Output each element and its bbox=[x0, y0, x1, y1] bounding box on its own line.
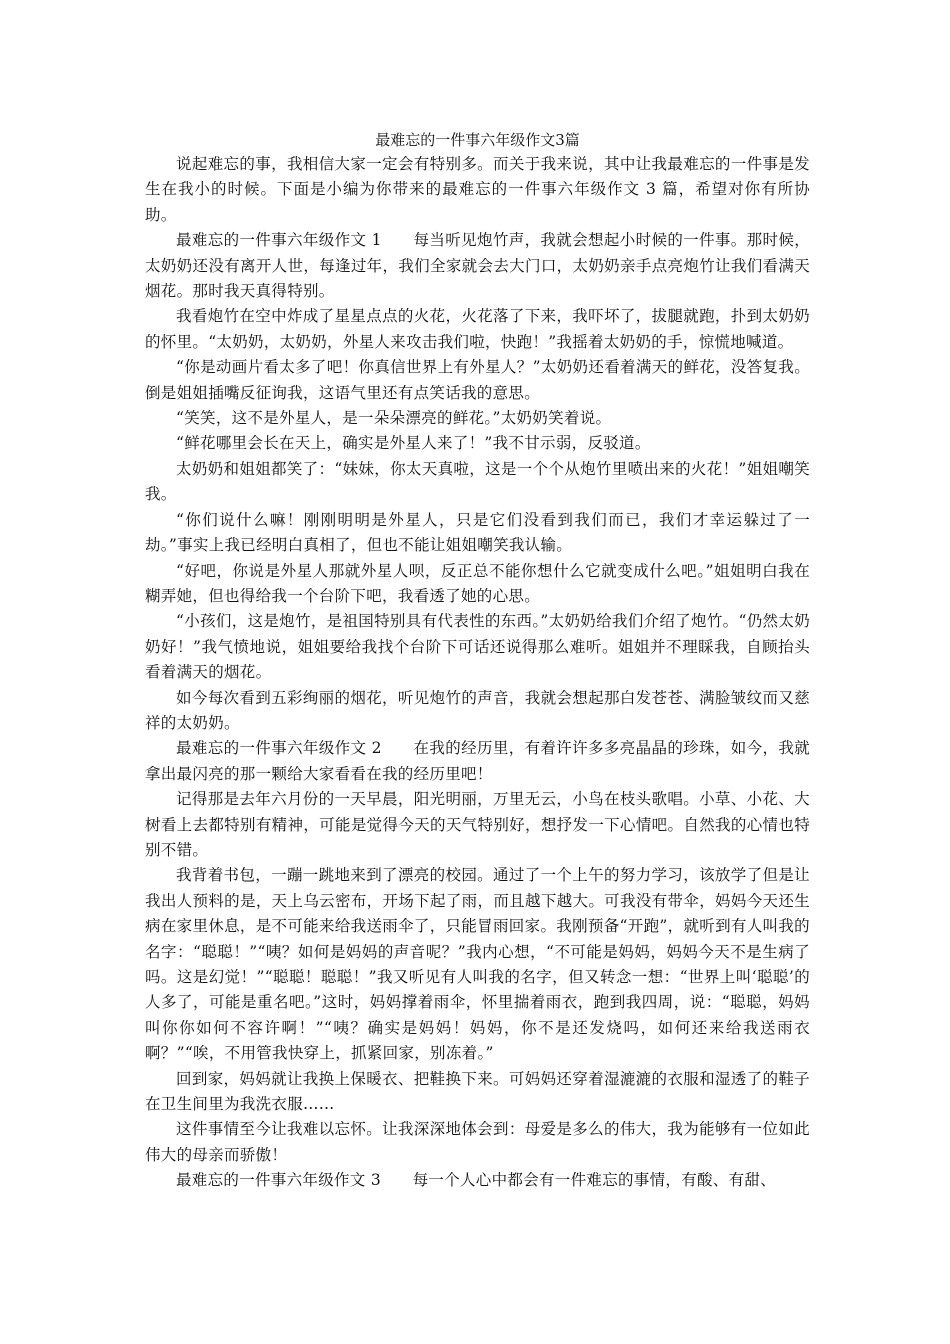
paragraph: 最难忘的一件事六年级作文 3 每一个人心中都会有一件难忘的事情，有酸、有甜、 bbox=[176, 1171, 776, 1190]
paragraph: “小孩们，这是炮竹，是祖国特别具有代表性的东西。”太奶奶给我们介绍了炮竹。“仍然太奶奶好！”我气愤地说，姐姐要给我找个台阶下可话还说得那么难听。姐姐并不理睬我，自顾抬头看着满天的烟花。 bbox=[145, 612, 810, 682]
paragraph: “你们说什么嘛！刚刚明明是外星人，只是它们没看到我们而已，我们才幸运躲过了一劫。”事实上我已经明白真相了，但也不能让姐姐嘲笑我认输。 bbox=[145, 510, 810, 555]
document-title: 最难忘的一件事六年级作文3篇 bbox=[375, 131, 580, 149]
paragraph-intro: 说起难忘的事，我相信大家一定会有特别多。而关于我来说，其中让我最难忘的一件事是发生在我小的时候。下面是小编为你带来的最难忘的一件事六年级作文 3 篇，希望对你有所协助。 bbox=[145, 155, 810, 224]
paragraph: 最难忘的一件事六年级作文 2 在我的经历里，有着许许多多亮晶晶的珍珠，如今，我就拿出最闪亮的那一颗给大家看看在我的经历里吧！ bbox=[145, 739, 810, 783]
paragraph: 这件事情至今让我难以忘怀。让我深深地体会到：母爱是多么的伟大，我为能够有一位如此伟大的母亲而骄傲！ bbox=[145, 1120, 810, 1164]
paragraph: “好吧，你说是外星人那就外星人呗，反正总不能你想什么它就变成什么吧。”姐姐明白我在糊弄她，但也得给我一个台阶下吧，我看透了她的心思。 bbox=[145, 561, 810, 605]
paragraph: 太奶奶和姐姐都笑了：“妹妹，你太天真啦，这是一个个从炮竹里喷出来的火花！”姐姐嘲笑我。 bbox=[145, 459, 810, 504]
paragraph: 回到家，妈妈就让我换上保暖衣、把鞋换下来。可妈妈还穿着湿漉漉的衣服和湿透了的鞋子在卫生间里为我洗衣服…… bbox=[145, 1069, 810, 1114]
paragraph: 如今每次看到五彩绚丽的烟花，听见炮竹的声音，我就会想起那白发苍苍、满脸皱纹而又慈祥的太奶奶。 bbox=[145, 688, 810, 732]
paragraph: “笑笑，这不是外星人，是一朵朵漂亮的鲜花。”太奶奶笑着说。 bbox=[176, 409, 612, 428]
paragraph: 我背着书包，一蹦一跳地来到了漂亮的校园。通过了一个上午的努力学习，该放学了但是让我出人预料的是，天上乌云密布，开场下起了雨，而且越下越大。可我没有带伞，妈妈今天还生病在家里休息，是不可能来给我送雨伞了，只能冒雨回家。我刚预备“开跑”，就听到有人叫我的名字：“聪聪！”“咦？如何是妈妈的声音呢？”我内心想，“不可能是妈妈，妈妈今天不是生病了吗。这是幻觉！”“聪聪！聪聪！”我又听见有人叫我的名字，但又转念一想：“世界上叫‘聪聪’的人多了，可能是重名吧。”这时，妈妈撑着雨伞，怀里揣着雨衣，跑到我四周，说：“聪聪，妈妈叫你你如何不容许啊！”“咦？确实是妈妈！妈妈，你不是还发烧吗，如何还来给我送雨衣啊？”“唉，不用管我快穿上，抓紧回家，别冻着。” bbox=[145, 866, 810, 1063]
paragraph: 最难忘的一件事六年级作文 1 每当听见炮竹声，我就会想起小时候的一件事。那时候，太奶奶还没有离开人世，每逢过年，我们全家就会去大门口，太奶奶亲手点亮炮竹让我们看满天烟花。那时我天真得特别。 bbox=[145, 231, 810, 301]
paragraph: “你是动画片看太多了吧！你真信世界上有外星人？”太奶奶还看着满天的鲜花，没答复我。倒是姐姐插嘴反征询我，这语气里还有点笑话我的意思。 bbox=[145, 358, 810, 402]
paragraph: “鲜花哪里会长在天上，确实是外星人来了！”我不甘示弱，反驳道。 bbox=[176, 434, 651, 453]
paragraph: 我看炮竹在空中炸成了星星点点的火花，火花落了下来，我吓坏了，拔腿就跑，扑到太奶奶的怀里。“太奶奶，太奶奶，外星人来攻击我们啦，快跑！”我摇着太奶奶的手，惊慌地喊道。 bbox=[145, 307, 810, 351]
document-body bbox=[145, 152, 810, 1194]
paragraph: 记得那是去年六月份的一天早晨，阳光明丽，万里无云，小鸟在枝头歌唱。小草、小花、大树看上去都特别有精神，可能是觉得今天的天气特别好，想抒发一下心情吧。自然我的心情也特别不错。 bbox=[145, 790, 810, 859]
